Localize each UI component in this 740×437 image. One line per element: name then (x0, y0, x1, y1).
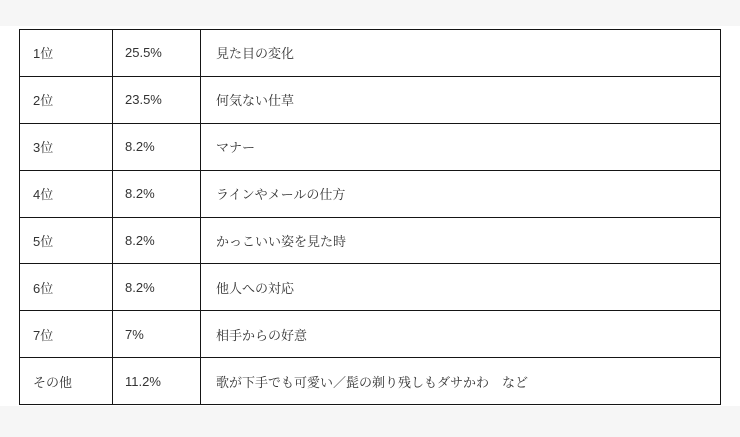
percent-cell: 23.5% (113, 76, 201, 123)
description-cell: マナー (201, 123, 721, 170)
percent-cell: 8.2% (113, 123, 201, 170)
rank-cell: 2位 (20, 76, 113, 123)
percent-cell: 7% (113, 311, 201, 358)
table-row (20, 30, 721, 77)
table-row (20, 123, 721, 170)
description-cell: 他人への対応 (201, 264, 721, 311)
percent-cell: 25.5% (113, 30, 201, 77)
percent-cell: 8.2% (113, 170, 201, 217)
percent-cell: 8.2% (113, 264, 201, 311)
description-cell: 何気ない仕草 (201, 76, 721, 123)
page-top-band (0, 0, 740, 26)
table-row (20, 264, 721, 311)
description-cell: ラインやメールの仕方 (201, 170, 721, 217)
rank-cell: その他 (20, 358, 113, 405)
page-bottom-band (0, 406, 740, 437)
description-cell: かっこいい姿を見た時 (201, 217, 721, 264)
table-row (20, 170, 721, 217)
rank-cell: 5位 (20, 217, 113, 264)
description-cell: 見た目の変化 (201, 30, 721, 77)
table-row (20, 217, 721, 264)
table-row (20, 358, 721, 405)
description-cell: 相手からの好意 (201, 311, 721, 358)
ranking-table (19, 29, 721, 405)
rank-cell: 3位 (20, 123, 113, 170)
rank-cell: 6位 (20, 264, 113, 311)
description-cell: 歌が下手でも可愛い／髭の剃り残しもダサかわ など (201, 358, 721, 405)
rank-cell: 4位 (20, 170, 113, 217)
rank-cell: 1位 (20, 30, 113, 77)
percent-cell: 8.2% (113, 217, 201, 264)
table-row (20, 311, 721, 358)
percent-cell: 11.2% (113, 358, 201, 405)
table-row (20, 76, 721, 123)
rank-cell: 7位 (20, 311, 113, 358)
